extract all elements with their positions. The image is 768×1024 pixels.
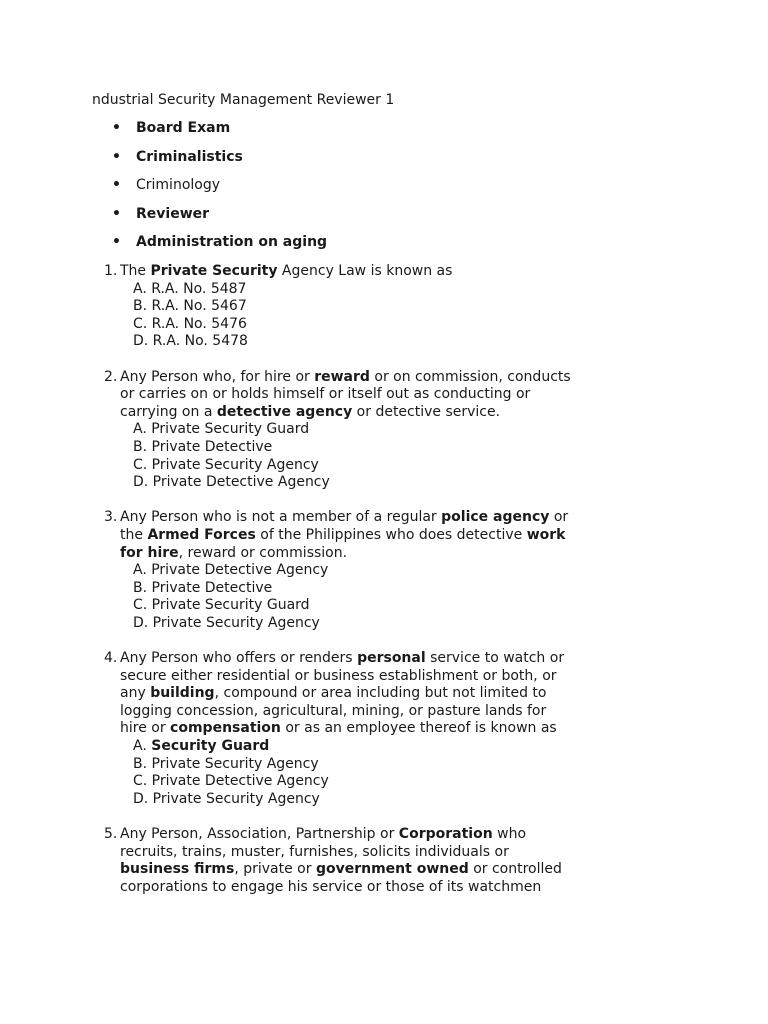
answer-option (133, 615, 574, 633)
answer-option (133, 333, 574, 351)
answer-option (133, 298, 574, 316)
option-emphasis: Security Guard (151, 738, 270, 755)
question-emphasis: work for hire (120, 526, 566, 561)
question-stem (104, 369, 574, 422)
option-text: D. Private Security Agency (133, 790, 320, 807)
question-number: 1. (104, 263, 118, 279)
question-emphasis: Armed Forces (147, 526, 256, 543)
tag-item: • Criminology (112, 177, 327, 206)
option-text: B. R.A. No. 5467 (133, 298, 247, 315)
question-item (104, 263, 574, 351)
option-text: B. Private Detective (133, 579, 273, 596)
question-stem (104, 650, 574, 738)
question-emphasis: police agency (441, 509, 550, 526)
answer-options (104, 562, 574, 632)
question-text: Any Person, Association, Partnership or (120, 826, 399, 842)
question-text: who recruits, trains, muster, furnishes, solicits individuals or (120, 826, 527, 860)
question-emphasis: Private Security (150, 263, 278, 279)
option-text: A. (133, 738, 152, 755)
answer-option (133, 791, 574, 809)
tag-list (112, 120, 327, 263)
question-text (120, 263, 574, 281)
question-text: or detective service. (352, 403, 501, 420)
option-text: A. Private Detective Agency (133, 562, 329, 579)
option-text: C. Private Detective Agency (133, 773, 329, 790)
option-text: A. Private Security Guard (133, 421, 310, 438)
answer-option (133, 457, 574, 475)
tag-item: • Reviewer (112, 206, 327, 235)
tag-item: • Board Exam (112, 120, 327, 149)
answer-options (104, 281, 574, 351)
question-stem (104, 263, 574, 281)
answer-option (133, 421, 574, 439)
question-text: or as an employee thereof is known as (280, 720, 557, 737)
tag-item: • Criminalistics (112, 149, 327, 178)
question-emphasis: building (150, 685, 215, 702)
question-stem (104, 826, 574, 896)
answer-option (133, 281, 574, 299)
question-emphasis: government owned (315, 861, 469, 878)
answer-option (133, 756, 574, 774)
option-text: C. Private Security Guard (133, 597, 310, 614)
option-text: C. Private Security Agency (133, 456, 319, 473)
answer-option (133, 439, 574, 457)
answer-options (104, 421, 574, 491)
question-emphasis: detective agency (216, 403, 353, 420)
question-text: service to watch or secure either residential or business establishment or both, or any (120, 650, 565, 702)
question-text: or the (120, 509, 569, 543)
question-text: or controlled corporations to engage his service or those of its watchmen (120, 861, 562, 895)
option-text: D. Private Detective Agency (133, 474, 330, 491)
question-text: , reward or commission. (178, 544, 348, 561)
question-stem (104, 509, 574, 562)
answer-option (133, 562, 574, 580)
question-text: The (120, 263, 151, 279)
option-text: A. R.A. No. 5487 (133, 280, 247, 297)
option-text: D. Private Security Agency (133, 614, 320, 631)
document-title: ndustrial Security Management Reviewer 1 (92, 92, 395, 108)
question-number: 4. (104, 650, 118, 667)
question-text: Any Person who is not a member of a regular (120, 509, 442, 526)
question-text: Any Person who offers or renders (120, 650, 358, 667)
question-item (104, 509, 574, 632)
answer-option (133, 474, 574, 492)
answer-option (133, 597, 574, 615)
question-number: 2. (104, 368, 118, 385)
question-text (120, 650, 574, 738)
option-text: C. R.A. No. 5476 (133, 315, 247, 332)
option-text: D. R.A. No. 5478 (133, 333, 248, 350)
question-text: or on commission, conducts or carries on or holds himself or itself out as conducting or carrying on a (120, 368, 571, 420)
question-item (104, 826, 574, 896)
question-number: 3. (104, 509, 118, 526)
question-text (120, 369, 574, 422)
option-text: B. Private Detective (133, 438, 273, 455)
question-text (120, 826, 574, 896)
question-text: Agency Law is known as (277, 263, 453, 279)
tag-item: • Administration on aging (112, 234, 327, 263)
question-text: Any Person who, for hire or (120, 368, 315, 385)
answer-option (133, 738, 574, 756)
question-text: , private or (234, 861, 316, 878)
question-emphasis: reward (314, 368, 370, 385)
answer-option (133, 773, 574, 791)
question-emphasis: compensation (170, 720, 281, 737)
question-text (120, 509, 574, 562)
answer-option (133, 580, 574, 598)
answer-option (133, 316, 574, 334)
question-number: 5. (104, 826, 118, 842)
question-emphasis: business firms (120, 861, 235, 878)
question-item (104, 650, 574, 808)
question-list (104, 263, 574, 914)
question-text: , compound or area including but not limited to logging concession, agricultural, mining, or pasture lands for hire or (120, 685, 547, 737)
question-emphasis: Corporation (398, 826, 493, 842)
question-emphasis: personal (357, 650, 426, 667)
option-text: B. Private Security Agency (133, 755, 319, 772)
answer-options (104, 738, 574, 808)
question-text: of the Philippines who does detective (255, 526, 527, 543)
question-item (104, 369, 574, 492)
